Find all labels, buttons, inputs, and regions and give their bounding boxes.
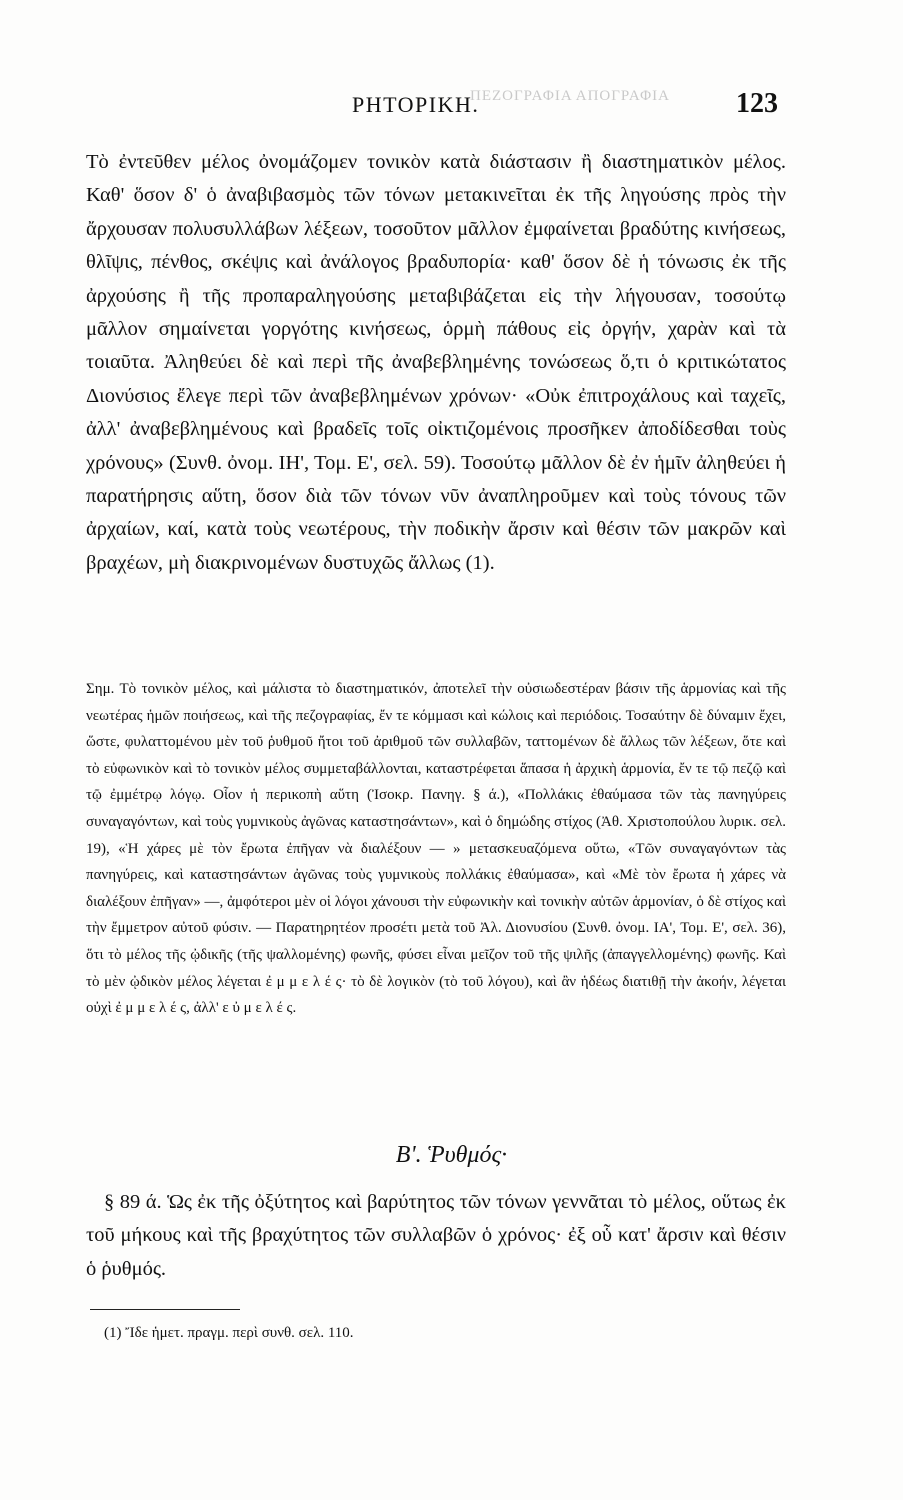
note-block — [86, 676, 786, 1022]
section-text-block — [86, 1186, 786, 1286]
page-number: 123 — [736, 88, 778, 119]
main-text-block — [86, 146, 786, 580]
section-heading: Β'. Ῥυθμός· — [395, 1142, 508, 1168]
facing-page-bleed-through: ΠΕΖΟΓΡΑΦΙΑ ΑΠΟΓΡΑΦΙΑ — [470, 88, 670, 104]
footnote-divider — [90, 1309, 240, 1310]
main-paragraph: Τὸ ἐντεῦθεν μέλος ὀνομάζομεν τονικὸν κατὰ διάστασιν ἢ διαστηματικὸν μέλος. Καθ' ὅσον δ' ὁ ἀναβιβασμὸς τῶν τόνων μετακινεῖται ἐκ τῆς ληγούσης πρὸς τὴν ἄρχουσαν πολυσυλλάβων λέξεων, τοσοῦτον μᾶλλον ἐμφαίνεται βραδύτης κινήσεως, θλῖψις, πένθος, σκέψις καὶ ἀνάλογος βραδυπορία· καθ' ὅσον δὲ ἡ τόνωσις ἐκ τῆς ἀρχούσης ἢ τῆς προπαραληγούσης μεταβιβάζεται εἰς τὴν λήγουσαν, τοσούτῳ μᾶλλον σημαίνεται γοργότης κινήσεως, ὁρμὴ πάθους εἰς ὀργήν, χαρὰν καὶ τὰ τοιαῦτα. Ἀληθεύει δὲ καὶ περὶ τῆς ἀναβεβλημένης τονώσεως ὅ,τι ὁ κριτικώτατος Διονύσιος ἔλεγε περὶ τῶν ἀναβεβλημένων χρόνων· «Οὐκ ἐπιτροχάλους καὶ ταχεῖς, ἀλλ' ἀναβεβλημένους καὶ βραδεῖς τοῖς οἰκτιζομένοις προσῆκεν ἀποδίδεσθαι τοὺς χρόνους» (Συνθ. ὀνομ. ΙΗ', Τομ. Ε', σελ. 59). Τοσούτῳ μᾶλλον δὲ ἐν ἡμῖν ἀληθεύει ἡ παρατήρησις αὕτη, ὅσον διὰ τῶν τόνων νῦν ἀναπληροῦμεν καὶ τοὺς τόνους τῶν ἀρχαίων, καί, κατὰ τοὺς νεωτέρους, τὴν ποδικὴν ἄρσιν καὶ θέσιν τῶν μακρῶν καὶ βραχέων, μὴ διακρινομένων δυστυχῶς ἄλλως (1). — [86, 151, 786, 574]
footnote: (1) Ἴδε ἡμετ. πραγμ. περὶ συνθ. σελ. 110. — [104, 1325, 354, 1341]
running-header-title: ΡΗΤΟΡΙΚΗ. — [352, 92, 480, 117]
note-paragraph: Σημ. Τὸ τονικὸν μέλος, καὶ μάλιστα τὸ διαστηματικόν, ἀποτελεῖ τὴν οὐσιωδεστέραν βάσιν τῆς ἁρμονίας καὶ τῆς νεωτέρας ἡμῶν ποιήσεως, καὶ τῆς πεζογραφίας, ἔν τε κόμμασι καὶ κώλοις καὶ περιόδοις. Τοσαύτην δὲ δύναμιν ἔχει, ὥστε, φυλαττομένου μὲν τοῦ ῥυθμοῦ ἤτοι τοῦ ἀριθμοῦ τῶν συλλαβῶν, ταττομένων δὲ ἄλλως τῶν λέξεων, ὅτε καὶ τὸ εὐφωνικὸν καὶ τὸ τονικὸν μέλος συμμεταβάλλονται, καταστρέφεται ἅπασα ἡ ἀρχικὴ ἁρμονία, ἔν τε τῷ πεζῷ καὶ τῷ ἐμμέτρῳ λόγῳ. Οἷον ἡ περικοπὴ αὕτη (Ἰσοκρ. Πανηγ. § ά.), «Πολλάκις ἐθαύμασα τῶν τὰς πανηγύρεις συναγαγόντων, καὶ τοὺς γυμνικοὺς ἀγῶνας καταστησάντων», καὶ ὁ δημώδης στίχος (Ἀθ. Χριστοπούλου λυρικ. σελ. 19), «Ἡ χάρες μὲ τὸν ἔρωτα ἐπῆγαν νὰ διαλέξουν — » μετασκευαζόμενα οὕτω, «Τῶν συναγαγόντων τὰς πανηγύρεις, καὶ καταστησάντων ἀγῶνας τοὺς γυμνικοὺς πολλάκις ἐθαύμασα», καὶ «Μὲ τὸν ἔρωτα ἡ χάρες νὰ διαλέξουν ἐπῆγαν» —, ἀμφότεροι μὲν οἱ λόγοι χάνουσι τὴν εὐφωνικὴν καὶ τονικὴν αὐτῶν ἁρμονίαν, ὁ δὲ στίχος καὶ τὴν ἔμμετρον αὐτοῦ φύσιν. — Παρατηρητέον προσέτι μετὰ τοῦ Ἀλ. Διονυσίου (Συνθ. ὀνομ. ΙΑ', Τομ. Ε', σελ. 36), ὅτι τὸ μέλος τῆς ᾠδικῆς (τῆς ψαλλομένης) φωνῆς, φύσει εἶναι μεῖζον τοῦ τῆς ψιλῆς (ἀπαγγελλομένης) φωνῆς. Καὶ τὸ μὲν ᾠδικὸν μέλος λέγεται ἐ μ μ ε λ έ ς· τὸ δὲ λογικὸν (τὸ τοῦ λόγου), καὶ ἂν ἡδέως διατιθῇ τὴν ἀκοήν, λέγεται οὐχὶ ἐ μ μ ε λ έ ς, ἀλλ' ε ὐ μ ε λ έ ς. — [86, 681, 786, 1017]
section-paragraph: § 89 ά. Ὡς ἐκ τῆς ὀξύτητος καὶ βαρύτητος τῶν τόνων γεννᾶται τὸ μέλος, οὕτως ἐκ τοῦ μήκους καὶ τῆς βραχύτητος τῶν συλλαβῶν ὁ χρόνος· ἐξ οὗ κατ' ἄρσιν καὶ θέσιν ὁ ῥυθμός. — [86, 1191, 786, 1280]
